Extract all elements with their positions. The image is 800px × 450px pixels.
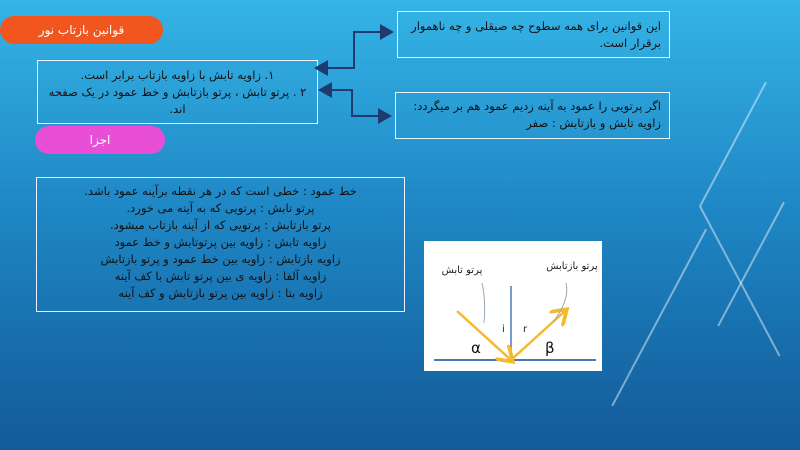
incident-ray-label: پرتو تابش [441,265,483,276]
rule-2: ۲ . پرتو تابش ، پرتو بازتابش و خط عمود در یک صفحه [48,85,307,99]
connector-to-top-note [318,32,392,68]
laws-title-pill [0,16,163,44]
note-all-surfaces-line2: برقرار است. [599,36,661,50]
parts-title-pill [35,126,165,154]
note-normal-ray-line2: زاویه تابش و بازتابش : صفر [526,116,661,130]
reflected-ray [511,311,565,360]
rule-1: ۱. زاویه تابش با زاویه بازتاب برابر است. [80,68,275,82]
decorative-line [717,202,784,326]
note-normal-ray [395,92,670,139]
angle-r-label: r [523,324,528,335]
reflection-diagram [424,241,602,371]
laws-title: قوانین بازتاب نور [38,23,125,37]
definition-normal: خط عمود : خطی است که در هر نقطه برآینه عمود باشد. [84,184,357,198]
definitions-box [36,177,405,312]
definition-reflection-angle: زاویه بازتابش : زاویه بین خط عمود و پرتو بازتابش [100,252,341,266]
parts-title: اجزا [89,133,111,147]
angle-i-label: i [502,324,505,335]
decorative-line [699,82,766,206]
note-normal-ray-line1: اگر پرتویی را عمود به آینه زدیم عمود هم بر میگردد: [413,99,661,113]
note-all-surfaces [397,11,670,58]
beta-label: β [545,339,555,357]
definition-incidence-angle: زاویه تابش : زاویه بین پرتوتابش و خط عمود [114,235,327,249]
reflected-ray-label: پرتو بازتابش [546,261,598,272]
incident-pointer [482,283,485,323]
definition-beta: زاویه بتا : زاویه بین پرتو بازتابش و کف آینه [118,286,323,300]
alpha-label: α [471,339,481,357]
definition-reflected-ray: پرتو بازتابش : پرتویی که از آینه بازتاب میشود. [110,218,331,232]
rule-2-continued: اند. [169,102,186,116]
definition-alpha: زاویه آلفا : زاویه ی بین پرتو تابش با کف آینه [114,269,327,283]
rules-box [37,60,318,124]
definition-incident-ray: پرتو تابش : پرتویی که به آینه می خورد. [126,201,315,215]
connector-to-mid-note [322,90,390,116]
decorative-line [611,229,706,406]
note-all-surfaces-line1: این قوانین برای همه سطوح چه صیقلی و چه ناهموار [411,19,661,33]
